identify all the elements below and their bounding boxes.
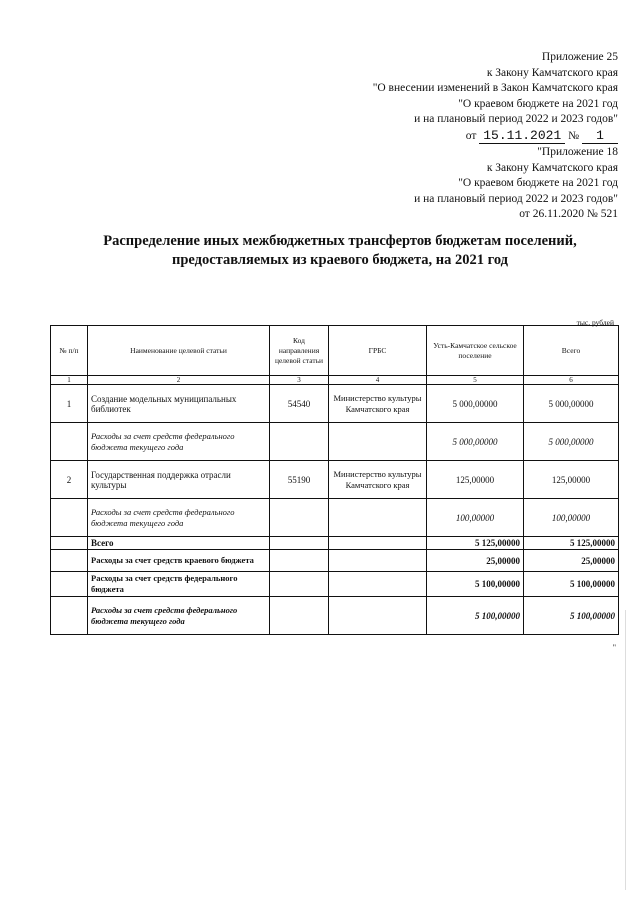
row-num: 2 [51, 461, 88, 499]
row-settlement: 5 000,00000 [427, 423, 524, 461]
date-value: 15.11.2021 [479, 128, 565, 145]
row-name: Государственная поддержка отрасли культуры [88, 461, 270, 499]
row-settlement: 5 100,00000 [427, 572, 524, 597]
col-number: 6 [524, 376, 619, 385]
total-row [51, 537, 619, 550]
header-line: от 26.11.2020 № 521 [519, 208, 618, 220]
column-number-row [51, 376, 619, 385]
row-grbs: Министерство культуры Камчатского края [329, 385, 427, 423]
header-name: Наименование целевой статьи [88, 326, 270, 376]
row-name: Создание модельных муниципальных библиотек [88, 385, 270, 423]
row-settlement: 25,00000 [427, 550, 524, 572]
document-title [60, 232, 620, 270]
row-grbs: Министерство культуры Камчатского края [329, 461, 427, 499]
title-line: предоставляемых из краевого бюджета, на 2021 год [172, 252, 508, 268]
table-row [51, 423, 619, 461]
row-total: 5 125,00000 [524, 537, 619, 550]
header-line: "О внесении изменений в Закон Камчатского края [372, 82, 618, 94]
header-line: "Приложение 18 [537, 146, 618, 158]
table-row [51, 385, 619, 423]
header-line: к Закону Камчатского края [486, 161, 618, 174]
row-num: 1 [51, 385, 88, 423]
row-settlement: 5 100,00000 [427, 597, 524, 635]
col-number: 2 [88, 376, 270, 385]
col-number: 5 [427, 376, 524, 385]
row-total: 25,00000 [524, 550, 619, 572]
scan-edge-line [625, 610, 626, 890]
header-code: Код направления целевой статьи [270, 326, 329, 376]
table-header-row [51, 326, 619, 376]
original-header [414, 145, 618, 223]
header-total: Всего [524, 326, 619, 376]
number-value: 1 [582, 128, 618, 145]
header-line: "О краевом бюджете на 2021 год [458, 97, 618, 110]
header-line: "О краевом бюджете на 2021 год [458, 177, 618, 189]
row-name: Расходы за счет средств федерального бюджета текущего года [88, 499, 270, 537]
federal-row [51, 572, 619, 597]
number-prefix: № [568, 129, 580, 142]
row-total: 5 100,00000 [524, 597, 619, 635]
row-total: 5 100,00000 [524, 572, 619, 597]
table-row [51, 461, 619, 499]
row-name: Расходы за счет средств краевого бюджета [88, 550, 270, 572]
header-date-line [373, 128, 618, 145]
transfers-table [50, 325, 619, 635]
row-settlement: 5 000,00000 [427, 385, 524, 423]
header-line: и на плановый период 2022 и 2023 годов" [414, 113, 618, 125]
row-code: 54540 [270, 385, 329, 423]
closing-quote-mark: " [612, 643, 616, 652]
row-name: Расходы за счет средств федерального бюджета [88, 572, 270, 597]
col-number: 3 [270, 376, 329, 385]
unit-label: тыс. рублей [576, 318, 614, 327]
row-name: Всего [88, 537, 270, 550]
header-line: к Закону Камчатского края [486, 66, 618, 79]
header-settlement: Усть-Камчатское сельское поселение [427, 326, 524, 376]
header-line: и на плановый период 2022 и 2023 годов" [414, 192, 618, 205]
col-number: 4 [329, 376, 427, 385]
row-settlement: 5 125,00000 [427, 537, 524, 550]
row-name: Расходы за счет средств федерального бюджета текущего года [88, 423, 270, 461]
federal-current-row [51, 597, 619, 635]
row-settlement: 100,00000 [427, 499, 524, 537]
row-name: Расходы за счет средств федерального бюджета текущего года [88, 597, 270, 635]
header-num: № п/п [51, 326, 88, 376]
title-line: Распределение иных межбюджетных трансфертов бюджетам поселений, [103, 233, 577, 249]
row-settlement: 125,00000 [427, 461, 524, 499]
col-number: 1 [51, 376, 88, 385]
header-grbs: ГРБС [329, 326, 427, 376]
row-code: 55190 [270, 461, 329, 499]
row-total: 125,00000 [524, 461, 619, 499]
date-prefix: от [465, 129, 477, 142]
regional-row [51, 550, 619, 572]
row-total: 5 000,00000 [524, 423, 619, 461]
table-row [51, 499, 619, 537]
row-total: 5 000,00000 [524, 385, 619, 423]
header-line: Приложение 25 [541, 51, 618, 63]
amendment-header [373, 50, 618, 144]
row-total: 100,00000 [524, 499, 619, 537]
